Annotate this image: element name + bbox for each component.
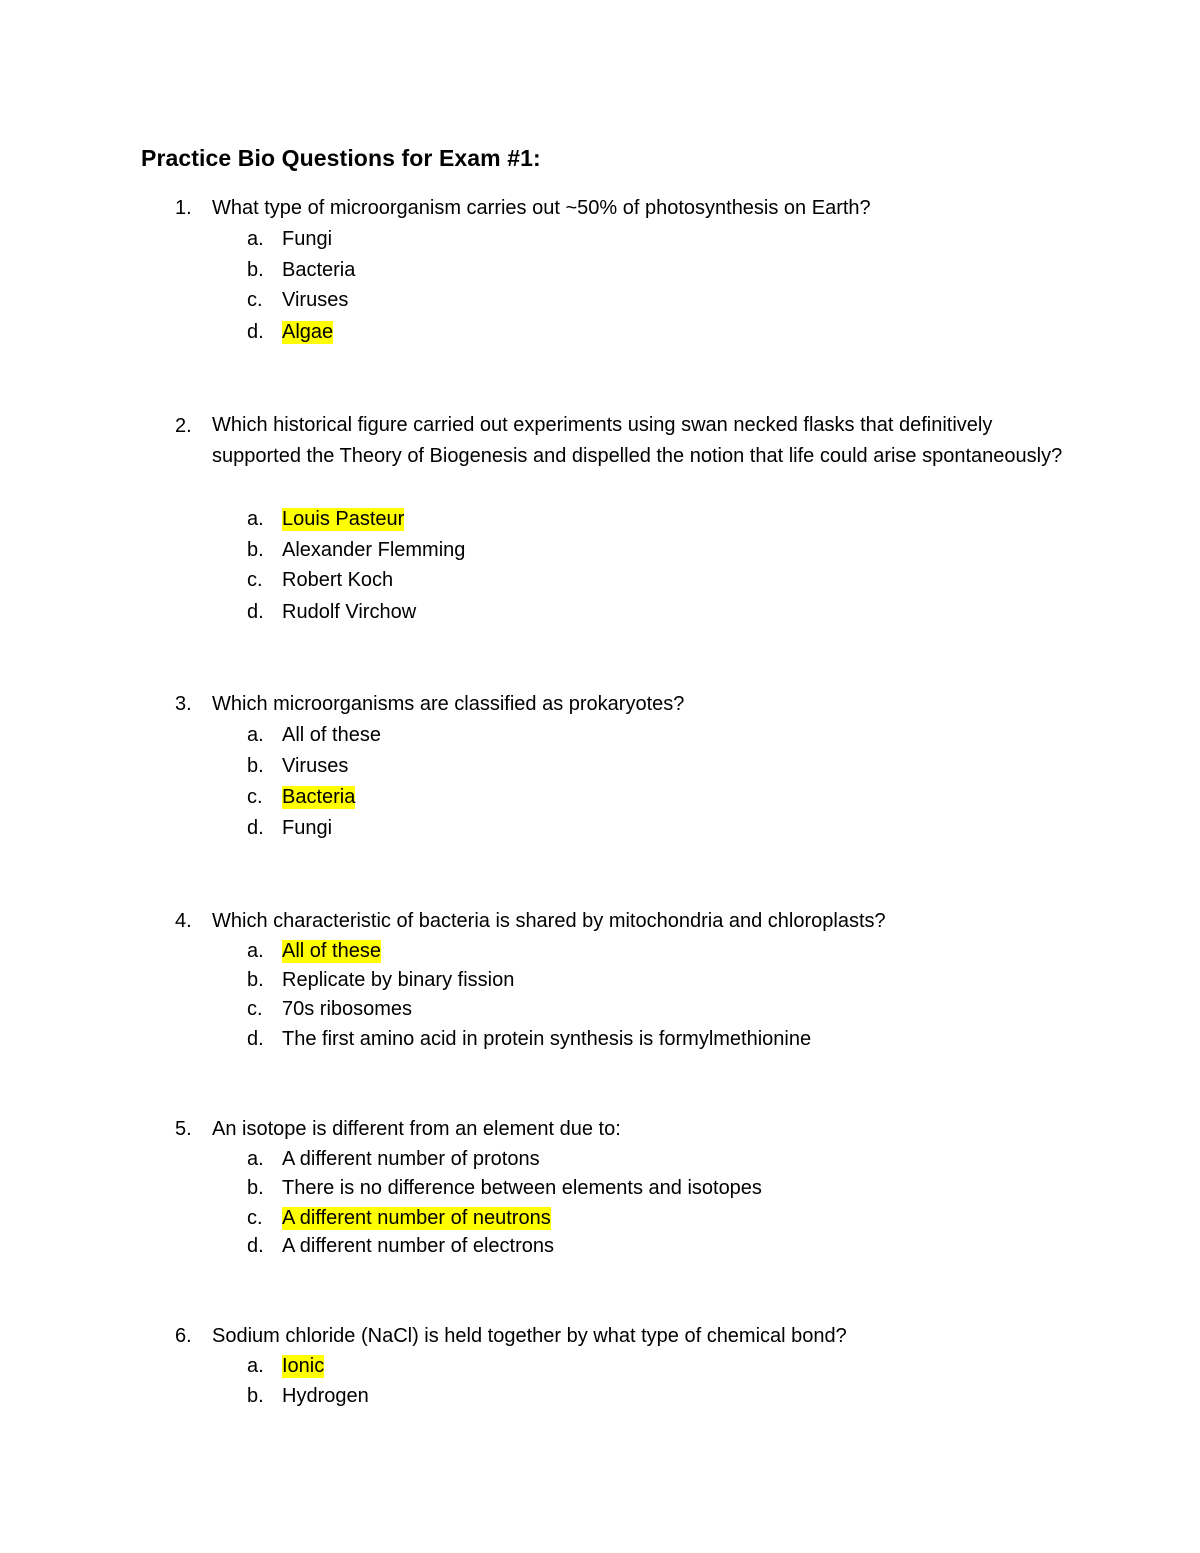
option-letter: a. (247, 1148, 264, 1170)
question-text: An isotope is different from an element due to: (212, 1118, 621, 1140)
option-letter: c. (247, 569, 263, 591)
question-text: Sodium chloride (NaCl) is held together by what type of chemical bond? (212, 1325, 847, 1347)
option-letter: b. (247, 259, 264, 281)
correct-answer-highlight: Ionic (282, 1355, 325, 1377)
option-letter: c. (247, 289, 263, 311)
option-text: Replicate by binary fission (282, 969, 515, 991)
question-number: 6. (175, 1325, 192, 1347)
option-letter: d. (247, 1028, 264, 1050)
document-title: Practice Bio Questions for Exam #1: (141, 145, 541, 171)
correct-answer-highlight: A different number of neutrons (282, 1207, 551, 1229)
correct-answer-highlight: Algae (282, 321, 334, 343)
question-number: 4. (175, 910, 192, 932)
option-letter: c. (247, 786, 263, 808)
option-letter: b. (247, 755, 264, 777)
option-text: Alexander Flemming (282, 539, 466, 561)
correct-answer-highlight: Bacteria (282, 786, 356, 808)
option-text: Hydrogen (282, 1385, 369, 1407)
option-text: There is no difference between elements and isotopes (282, 1177, 762, 1199)
option-text: A different number of electrons (282, 1235, 555, 1257)
correct-answer-highlight: Louis Pasteur (282, 508, 405, 530)
question-text: Which characteristic of bacteria is shared by mitochondria and chloroplasts? (212, 910, 886, 932)
option-letter: a. (247, 228, 264, 250)
question-number: 5. (175, 1118, 192, 1140)
option-letter: b. (247, 539, 264, 561)
option-letter: c. (247, 998, 263, 1020)
option-text: Fungi (282, 228, 333, 250)
option-letter: a. (247, 1355, 264, 1377)
question-text: Which historical figure carried out experiments using swan necked flasks that definitively supported the Theory of Biogenesis and dispelled the notion that life could arise spontaneously? (212, 414, 1063, 467)
option-letter: a. (247, 724, 264, 746)
option-letter: b. (247, 1177, 264, 1199)
question-number: 2. (175, 415, 192, 437)
option-text: Viruses (282, 289, 349, 311)
option-letter: c. (247, 1207, 263, 1229)
option-letter: a. (247, 508, 264, 530)
option-letter: d. (247, 1235, 264, 1257)
option-text: All of these (282, 724, 381, 746)
option-letter: b. (247, 969, 264, 991)
option-text: Fungi (282, 817, 333, 839)
option-letter: b. (247, 1385, 264, 1407)
correct-answer-highlight: All of these (282, 940, 381, 962)
question-text: Which microorganisms are classified as prokaryotes? (212, 693, 685, 715)
option-text: Robert Koch (282, 569, 394, 591)
option-letter: a. (247, 940, 264, 962)
option-letter: d. (247, 817, 264, 839)
option-letter: d. (247, 601, 264, 623)
option-text: The first amino acid in protein synthesis is formylmethionine (282, 1028, 812, 1050)
option-letter: d. (247, 321, 264, 343)
option-text: Viruses (282, 755, 349, 777)
question-text: What type of microorganism carries out ~50% of photosynthesis on Earth? (212, 197, 871, 219)
option-text: A different number of protons (282, 1148, 540, 1170)
option-text: 70s ribosomes (282, 998, 413, 1020)
question-number: 3. (175, 693, 192, 715)
question-number: 1. (175, 197, 192, 219)
option-text: Bacteria (282, 259, 356, 281)
option-text: Rudolf Virchow (282, 601, 417, 623)
